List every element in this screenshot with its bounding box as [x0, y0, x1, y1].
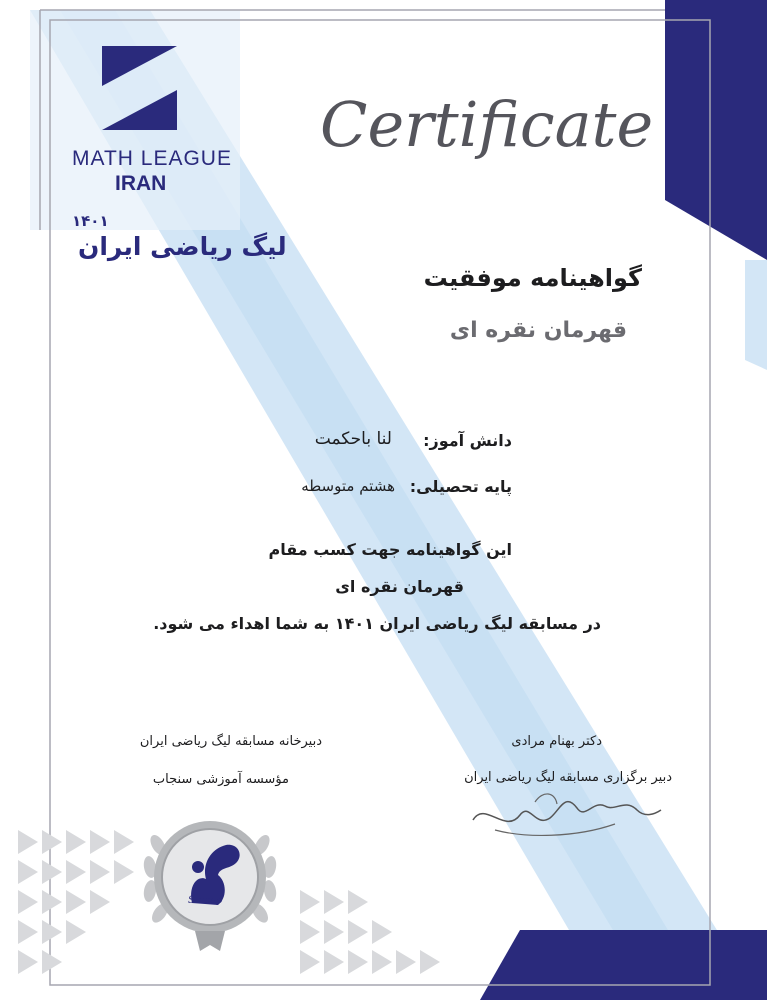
statement-line3: در مسابقه لیگ ریاضی ایران ۱۴۰۱ به شما اهداء می شود.	[153, 614, 601, 633]
navy-band-top	[665, 0, 767, 260]
sincap-seal-icon	[140, 805, 280, 955]
student-grade-label: پایه تحصیلی:	[409, 477, 512, 496]
certificate-script-title: Certificate	[320, 88, 654, 161]
student-grade-value: هشتم متوسطه	[301, 477, 395, 495]
certificate-subtitle: قهرمان نقره ای	[449, 318, 627, 343]
light-band-right	[745, 260, 767, 370]
logo-line2: IRAN	[115, 172, 167, 195]
signature-right-line2: دبیر برگزاری مسابقه لیگ ریاضی ایران	[464, 770, 672, 785]
signature-right-line1: دکتر بهنام مرادی	[511, 734, 602, 749]
navy-band-bottom	[480, 930, 767, 1000]
student-name-label: دانش آموز:	[423, 431, 512, 450]
math-league-logo-icon	[102, 42, 182, 132]
league-name: لیگ ریاضی ایران	[78, 232, 287, 261]
certificate-title: گواهینامه موفقیت	[423, 264, 642, 292]
signature-left-line1: دبیرخانه مسابقه لیگ ریاضی ایران	[139, 734, 322, 749]
handwritten-signature	[465, 780, 665, 850]
logo-line1: MATH LEAGUE	[72, 147, 232, 170]
seal-label: Sincap	[188, 895, 223, 906]
signature-left-line2: مؤسسه آموزشی سنجاب	[152, 772, 289, 787]
student-name-value: لنا باحکمت	[314, 429, 392, 449]
statement-line2: قهرمان نقره ای	[335, 577, 464, 596]
league-year: ۱۴۰۱	[72, 212, 109, 230]
statement-line1: این گواهینامه جهت کسب مقام	[268, 540, 512, 559]
